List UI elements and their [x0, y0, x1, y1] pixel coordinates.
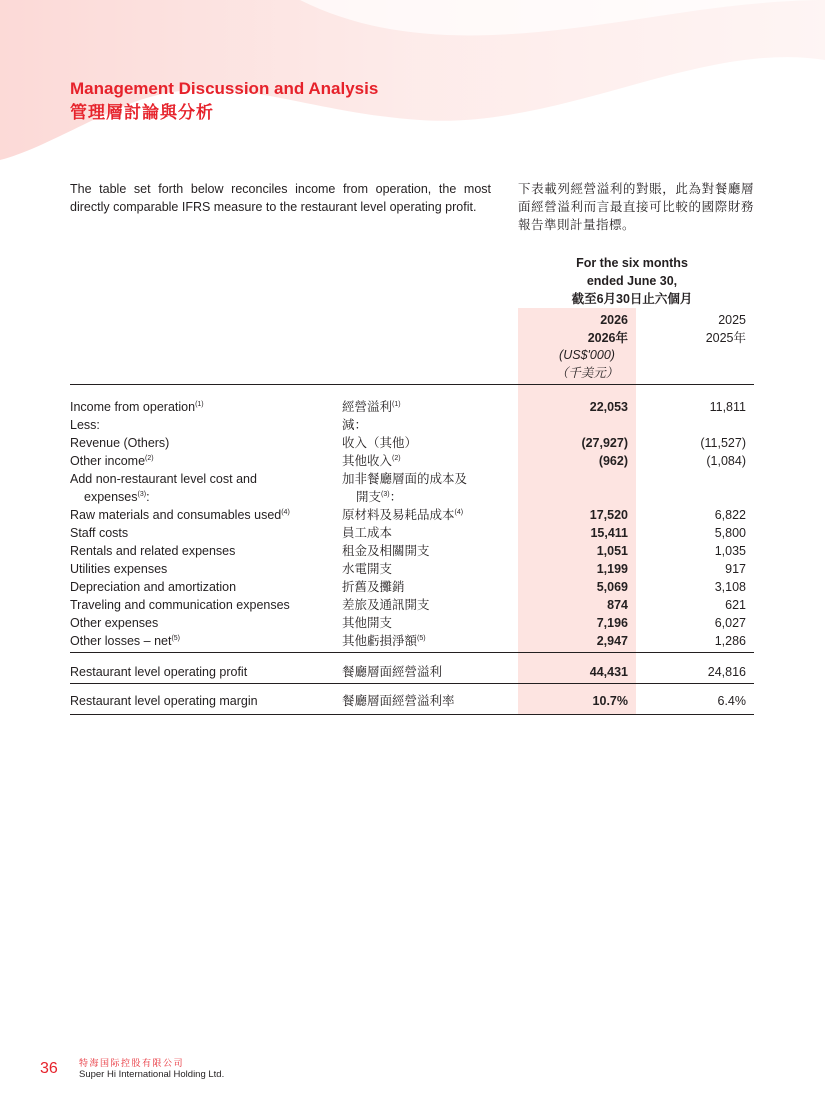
row-label-zh: 餐廳層面經營溢利 [342, 665, 443, 679]
row-label: Add non-restaurant level cost and [70, 472, 257, 486]
value-current: 44,431 [589, 665, 628, 679]
page-title: Management Discussion and Analysis [70, 79, 379, 98]
row-label: Rentals and related expenses [70, 544, 236, 558]
value-previous: (11,527) [700, 436, 746, 450]
table-row [70, 398, 754, 416]
reconciliation-table [70, 252, 754, 722]
row-label-zh-cont: 開支 [356, 490, 382, 504]
row-label-colon: : [146, 490, 150, 504]
company-name-en: Super Hi International Holding Ltd. [79, 1069, 225, 1080]
row-label-zh: 折舊及攤銷 [342, 580, 405, 594]
row-label-zh: 其他開支 [342, 616, 393, 630]
value-current: 10.7% [592, 694, 628, 708]
row-label: Staff costs [70, 526, 129, 540]
table-row [70, 596, 754, 614]
page-number: 36 [40, 1060, 58, 1077]
table-row [70, 614, 754, 632]
section-heading [70, 78, 378, 126]
row-label-zh: 員工成本 [342, 526, 393, 540]
period-line-3: 截至6月30日止六個月 [571, 292, 693, 306]
value-current: 1,051 [596, 544, 628, 558]
margin-row [70, 692, 754, 710]
table-row [70, 560, 754, 578]
value-current: (962) [598, 454, 628, 468]
profit-rule [70, 683, 754, 684]
value-current: 874 [607, 598, 628, 612]
bottom-rule [70, 714, 754, 715]
value-previous: 917 [725, 562, 746, 576]
row-label: Income from operation [70, 400, 196, 414]
value-previous: (1,084) [706, 454, 746, 468]
subtotal-rule [70, 652, 754, 653]
value-current: 15,411 [590, 526, 628, 540]
row-label: Utilities expenses [70, 562, 168, 576]
row-label-zh: 租金及相關開支 [342, 544, 430, 558]
value-previous: 24,816 [707, 665, 746, 679]
company-name-zh: 特海国际控股有限公司 [79, 1058, 185, 1068]
profit-row [70, 663, 754, 681]
footnote-ref: (4) [281, 509, 290, 516]
table-row [70, 434, 754, 452]
year-current: 2026 [600, 313, 628, 327]
row-label-zh: 水電開支 [342, 562, 393, 576]
value-previous: 6,027 [714, 616, 746, 630]
value-previous: 6.4% [717, 694, 746, 708]
footnote-ref-zh: (3) [381, 491, 390, 498]
row-label: Restaurant level operating profit [70, 665, 248, 679]
year-previous-header [636, 311, 746, 347]
row-label: Other expenses [70, 616, 159, 630]
table-row [70, 542, 754, 560]
value-current: 22,053 [589, 400, 628, 414]
value-previous: 6,822 [714, 508, 746, 522]
period-line-1: For the six months [576, 256, 688, 270]
header-rule [70, 384, 754, 385]
year-current-header [518, 311, 628, 347]
footnote-ref-zh: (1) [392, 401, 401, 408]
intro-paragraph-zh: 下表載列經營溢利的對賬，此為對餐廳層面經營溢利而言最直接可比較的國際財務報告準則計量指標。 [518, 182, 754, 232]
row-label-zh: 原材料及易耗品成本 [342, 508, 455, 522]
footnote-ref-zh: (4) [454, 509, 464, 516]
row-label-zh: 加非餐廳層面的成本及 [342, 472, 468, 486]
row-label: Other losses – net [70, 634, 172, 648]
table-row [70, 578, 754, 596]
row-label-zh: 其他虧損淨額 [342, 634, 418, 648]
table-row [70, 524, 754, 542]
value-current: 2,947 [596, 634, 628, 648]
footnote-ref: (1) [195, 401, 204, 408]
value-previous: 3,108 [714, 580, 746, 594]
period-header [518, 254, 746, 308]
value-current: 1,199 [596, 562, 628, 576]
value-previous: 621 [725, 598, 746, 612]
value-previous: 11,811 [709, 400, 746, 414]
year-previous: 2025 [718, 313, 746, 327]
page-title-zh: 管理層討論與分析 [70, 103, 214, 122]
value-previous: 1,035 [714, 544, 746, 558]
period-line-2: ended June 30, [586, 274, 678, 288]
unit-en: (US$'000) [559, 348, 615, 362]
footnote-ref-zh: (5) [417, 635, 426, 642]
row-label-zh-colon: ： [389, 490, 403, 504]
value-previous: 5,800 [714, 526, 746, 540]
footnote-ref: (3) [137, 491, 147, 498]
row-label: Raw materials and consumables used [70, 508, 282, 522]
year-current-zh: 2026年 [587, 331, 628, 345]
table-row [70, 470, 754, 506]
row-label-cont: expenses [84, 490, 138, 504]
unit-zh: （千美元） [555, 366, 619, 380]
row-label: Depreciation and amortization [70, 580, 237, 594]
row-label-zh: 其他收入 [342, 454, 393, 468]
row-label: Other income [70, 454, 146, 468]
table-row [70, 632, 754, 650]
footnote-ref: (2) [145, 455, 154, 462]
row-label: Traveling and communication expenses [70, 598, 290, 612]
value-previous: 1,286 [714, 634, 746, 648]
table-row [70, 416, 754, 434]
row-label-zh: 減： [342, 418, 368, 432]
intro-paragraph-en: The table set forth below reconciles income from operation, the most directly comparable IFRS measure to the restaurant level operating profit. [70, 182, 491, 214]
row-label: Revenue (Others) [70, 436, 170, 450]
row-label: Less: [70, 418, 100, 432]
value-current: 17,520 [589, 508, 628, 522]
row-label: Restaurant level operating margin [70, 694, 258, 708]
value-current: 5,069 [596, 580, 628, 594]
table-row [70, 452, 754, 470]
row-label-zh: 收入（其他） [342, 436, 418, 450]
row-label-zh: 差旅及通訊開支 [342, 598, 430, 612]
table-row [70, 506, 754, 524]
value-current: (27,927) [581, 436, 628, 450]
footnote-ref: (5) [171, 635, 181, 642]
row-label-zh: 餐廳層面經營溢利率 [342, 694, 455, 708]
unit-label [518, 346, 656, 382]
year-previous-zh: 2025年 [705, 331, 746, 345]
footnote-ref-zh: (2) [392, 455, 401, 462]
row-label-zh: 經營溢利 [342, 400, 393, 414]
value-current: 7,196 [596, 616, 628, 630]
